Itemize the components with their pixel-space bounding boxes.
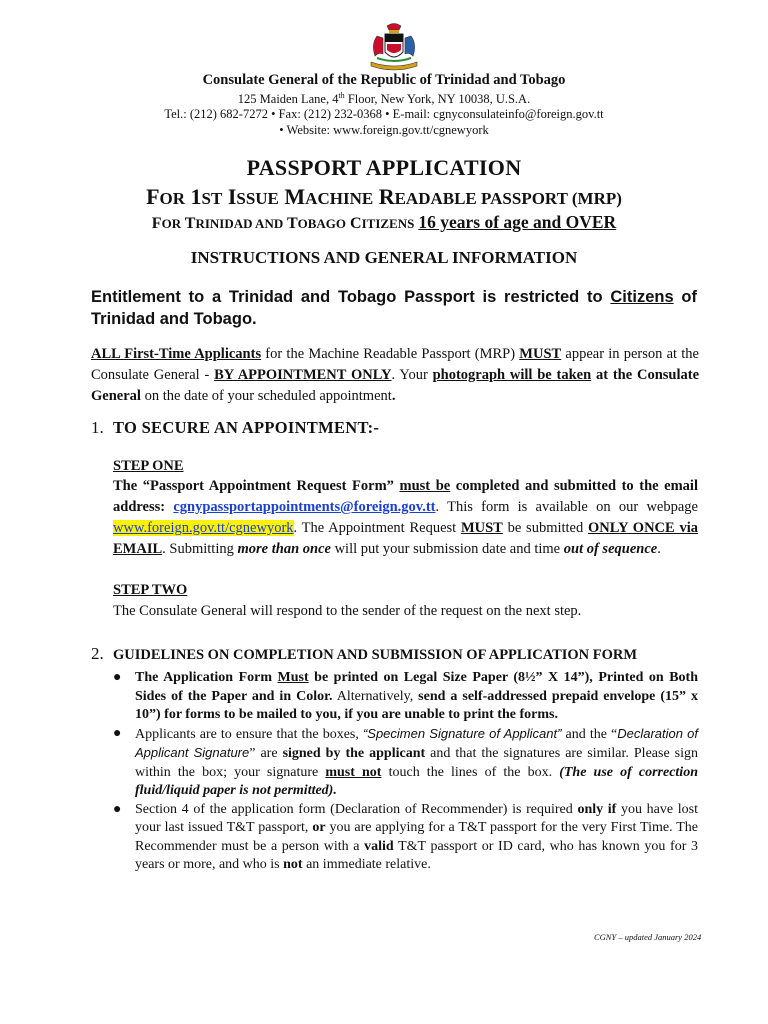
list-item: ● Applicants are to ensure that the boxes, “Specimen Signature of Applicant” and the “Declaration of Applicant Signature” are signed by the applicant and that the signatures are similar. Please sign within the box; your signature must not touch the lines of the box. (The use of correction fluid/liquid paper is not permitted). [113,725,699,798]
consulate-contact: Tel.: (212) 682-7272 • Fax: (212) 232-0368 • E-mail: cgnyconsulateinfo@foreign.gov.tt [164,107,604,121]
intro-paragraph: ALL First-Time Applicants for the Machine Readable Passport (MRP) MUST appear in person at the Consulate General - BY APPOINTMENT ONLY. Your photograph will be taken at the Consulate General on the date of your scheduled appointment. [91,346,700,404]
list-item: ● The Application Form Must be printed on Legal Size Paper (8½” X 14”), Printed on Both Sides of the Paper and in Color. Alternatively, send a self-addressed prepaid envelope (15” x 10”) for forms to be mailed to you, if you are unable to print the forms. [113,670,698,722]
instructions-heading: INSTRUCTIONS AND GENERAL INFORMATION [190,248,578,267]
section-1-heading: 1. TO SECURE AN APPOINTMENT:- [91,418,380,437]
bullet-icon: ● [113,670,122,685]
guidelines-list [113,669,698,875]
page-title: PASSPORT APPLICATION [246,155,522,180]
step-one-heading: STEP ONE [113,458,184,474]
bullet-icon: ● [113,725,122,741]
step-two-text: The Consulate General will respond to the sender of the request on the next step. [113,603,582,619]
step-two-heading: STEP TWO [113,582,188,598]
coat-of-arms-icon [363,22,425,72]
footer-updated-note: CGNY – updated January 2024 [594,932,702,942]
page-subtitle-citizens: FOR TRINIDAD AND TOBAGO CITIZENS 16 years of age and OVER [151,212,617,232]
page-subtitle: FOR 1ST ISSUE MACHINE READABLE PASSPORT (MRP) [146,184,622,209]
consulate-name: Consulate General of the Republic of Trinidad and Tobago [202,72,566,88]
consulate-address: 125 Maiden Lane, 4th Floor, New York, NY 10038, U.S.A. [237,91,531,107]
appointments-email-link[interactable]: cgnypassportappointments@foreign.gov.tt [173,499,436,515]
step-one-text: The “Passport Appointment Request Form” must be completed and submitted to the email address: cgnypassportappointments@foreign.gov.tt. This form is available on our webpage www.foreign.gov.tt/cgnewyork. The Appointment Request MUST be submitted ONLY ONCE via EMAIL. Submitting more than once will put your submission date and time out of sequence. [113,478,698,557]
consulate-website: • Website: www.foreign.gov.tt/cgnewyork [279,123,489,137]
section-2-heading: 2. GUIDELINES ON COMPLETION AND SUBMISSION OF APPLICATION FORM [91,644,638,663]
webpage-link[interactable]: www.foreign.gov.tt/cgnewyork [113,520,294,536]
list-item: ● Section 4 of the application form (Declaration of Recommender) is required only if you have lost your last issued T&T passport, or you are applying for a T&T passport for the very First Time. The Recommender must be a person with a valid T&T passport or ID card, who has known you for 3 years or more, and who is not an immediate relative. [113,801,699,872]
entitlement-statement: Entitlement to a Trinidad and Tobago Passport is restricted to Citizens of Trinidad and Tobago. [91,288,697,328]
bullet-icon: ● [113,801,122,817]
